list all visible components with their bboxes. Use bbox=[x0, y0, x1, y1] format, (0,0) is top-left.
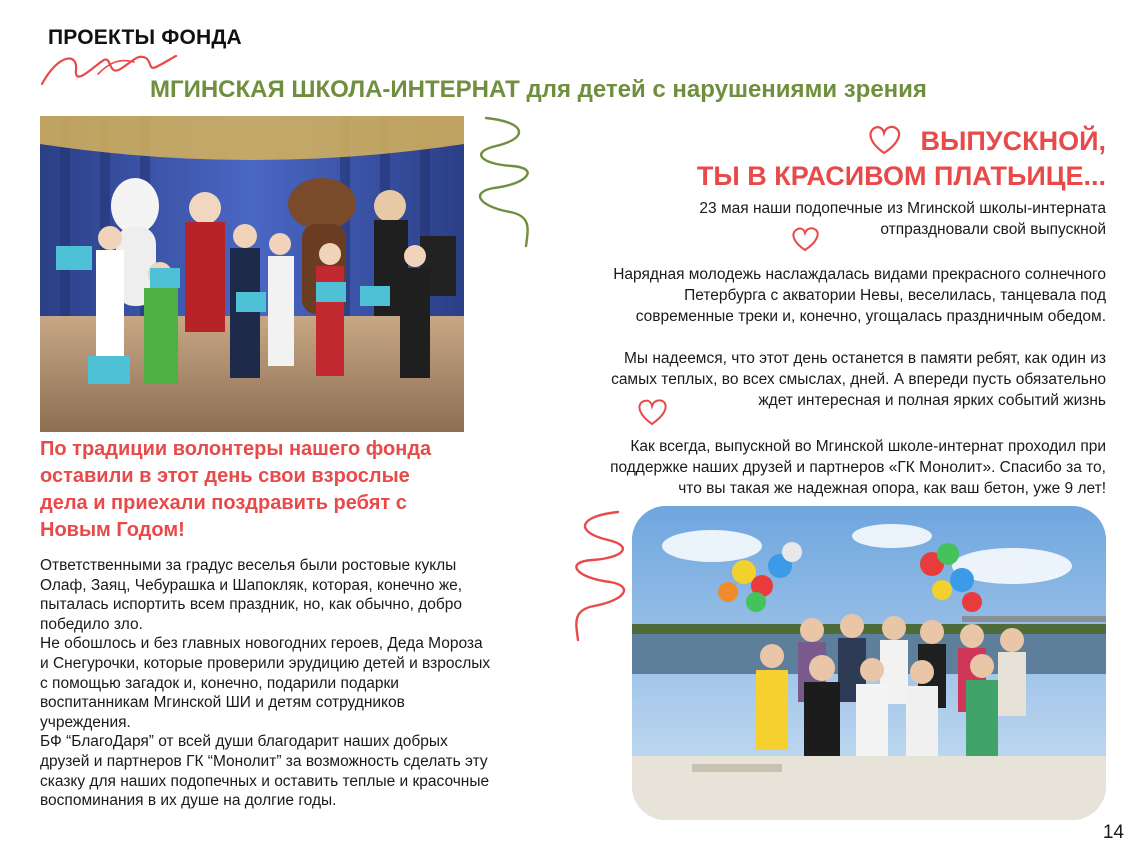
text-line: самых теплых, во всех смыслах, дней. А впереди пусть обязательно bbox=[611, 371, 1106, 388]
text-line: учреждения. bbox=[40, 713, 131, 731]
main-title: МГИНСКАЯ ШКОЛА-ИНТЕРНАТ для детей с нарушениями зрения bbox=[150, 76, 927, 103]
text-line: Нарядная молодежь наслаждалась видами прекрасного солнечного bbox=[613, 266, 1106, 283]
heart-icon bbox=[790, 226, 820, 252]
boat-scene-illustration bbox=[632, 506, 1106, 820]
headline-line: ТЫ В КРАСИВОМ ПЛАТЬИЦЕ... bbox=[696, 161, 1106, 191]
body-paragraph bbox=[40, 732, 580, 810]
text-line: современные треки и, конечно, угощалась праздничным обедом. bbox=[635, 308, 1106, 325]
text-line: пыталась испортить всем праздник, но, как обычно, добро bbox=[40, 596, 463, 614]
headline-line: оставили в этот день свои взрослые bbox=[40, 465, 410, 487]
graduation-paragraph-1 bbox=[546, 198, 1106, 240]
text-line: Как всегда, выпускной во Мгинской школе-интернат проходил при bbox=[630, 438, 1106, 455]
headline-line: По традиции волонтеры нашего фонда bbox=[40, 438, 432, 460]
stage-scene-illustration bbox=[40, 116, 464, 432]
text-line: поддержке наших друзей и партнеров «ГК Монолит». Спасибо за то, bbox=[610, 459, 1106, 476]
text-line: Олаф, Заяц, Чебурашка и Шапокляк, которая, конечно же, bbox=[40, 576, 463, 594]
new-year-celebration-photo bbox=[40, 116, 464, 432]
text-line: воспитанникам Мгинской ШИ и детям сотрудников bbox=[40, 694, 405, 712]
body-paragraph bbox=[40, 556, 580, 634]
text-line: Не обошлось и без главных новогодних героев, Деда Мороза bbox=[40, 635, 483, 653]
text-line: победило зло. bbox=[40, 615, 143, 633]
section-label: ПРОЕКТЫ ФОНДА bbox=[48, 26, 242, 49]
graduation-headline bbox=[697, 124, 1106, 194]
green-squiggle-decoration bbox=[466, 112, 546, 252]
graduation-boat-photo bbox=[632, 506, 1106, 820]
text-line: ждет интересная и полная ярких событий жизнь bbox=[758, 392, 1106, 409]
page-number: 14 bbox=[1102, 822, 1124, 843]
text-line: воспоминания в их душе на долгие годы. bbox=[40, 792, 337, 810]
text-line: Ответственными за градус веселья были ростовые куклы bbox=[40, 557, 457, 574]
body-paragraph bbox=[40, 634, 580, 732]
text-line: что вы такая же надежная опора, как ваш бетон, уже 9 лет! bbox=[678, 480, 1106, 497]
headline-line: ВЫПУСКНОЙ, bbox=[920, 126, 1106, 156]
headline-line: Новым Годом! bbox=[40, 519, 185, 541]
new-year-body-text bbox=[40, 556, 580, 811]
text-line: и Снегурочки, которые проверили эрудицию детей и взрослых bbox=[40, 654, 491, 672]
text-line: с помощью загадок и, конечно, подарили подарки bbox=[40, 674, 399, 692]
text-line: отпраздновали свой выпускной bbox=[880, 221, 1106, 238]
text-line: сказку для наших подопечных и оставить теплые и красочные bbox=[40, 772, 490, 790]
text-line: БФ “БлагоДаря” от всей души благодарит наших добрых bbox=[40, 733, 448, 751]
text-line: Петербурга с акватории Невы, веселилась, танцевала под bbox=[684, 287, 1106, 304]
text-line: друзей и партнеров ГК “Монолит” за возможность сделать эту bbox=[40, 752, 488, 770]
graduation-paragraph-4 bbox=[506, 436, 1106, 499]
new-year-headline bbox=[40, 436, 510, 544]
graduation-paragraph-3 bbox=[506, 348, 1106, 411]
graduation-paragraph-2 bbox=[506, 264, 1106, 327]
heart-icon bbox=[636, 398, 668, 426]
red-squiggle-decoration bbox=[558, 506, 638, 646]
text-line: Мы надеемся, что этот день останется в памяти ребят, как один из bbox=[623, 350, 1106, 367]
text-line: 23 мая наши подопечные из Мгинской школы-интерната bbox=[699, 200, 1106, 217]
headline-line: дела и приехали поздравить ребят с bbox=[40, 492, 407, 514]
